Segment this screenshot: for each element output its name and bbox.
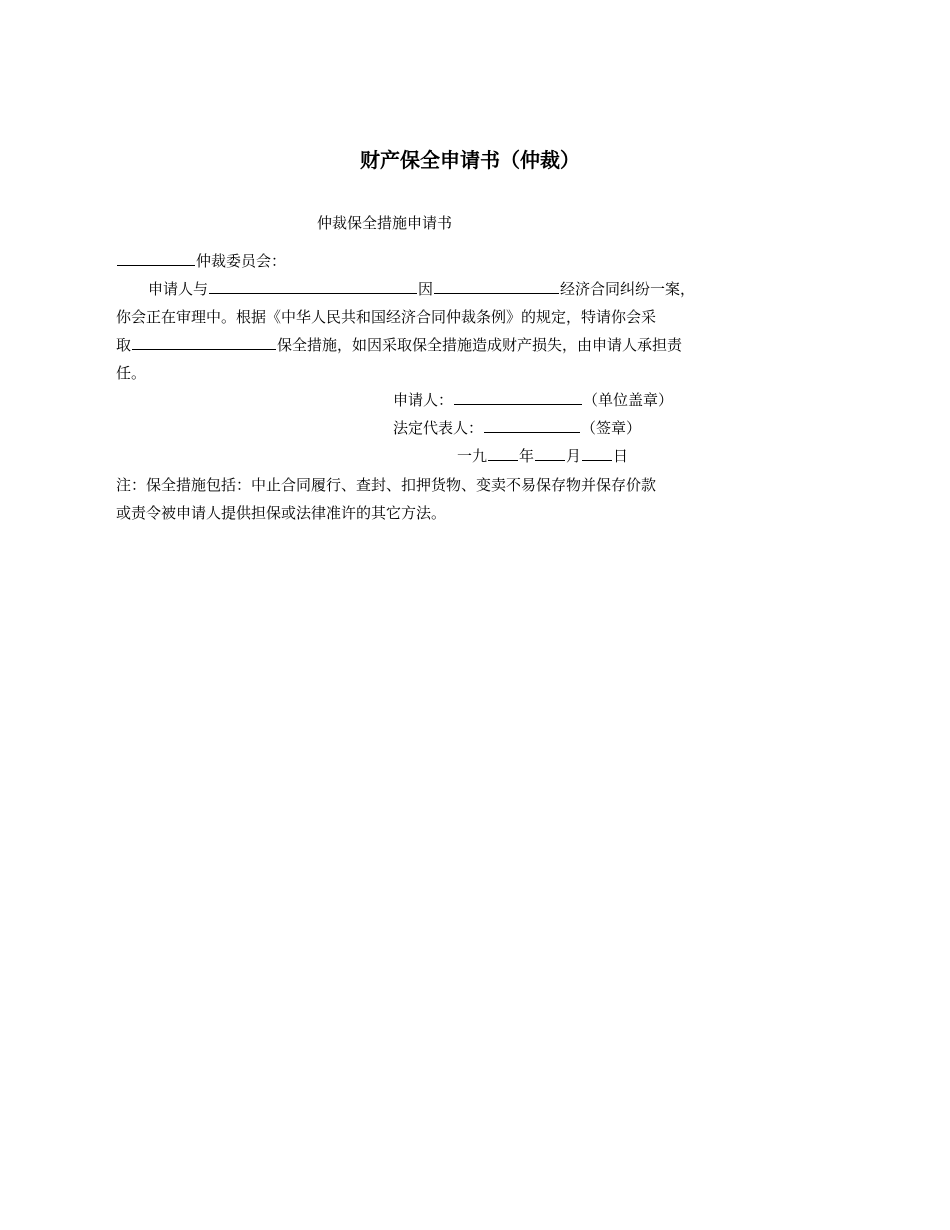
- note-line-1: 注：保全措施包括：中止合同履行、查封、扣押货物、变卖不易保存物并保存价款: [116, 476, 657, 494]
- year-label: 年: [519, 447, 535, 465]
- body-line-3-end: 保全措施，如因采取保全措施造成财产损失，由申请人承担责: [277, 336, 683, 354]
- body-line-1-cause: 因: [418, 280, 434, 298]
- body-line-2: 你会正在审理中。根据《中华人民共和国经济合同仲裁条例》的规定，特请你会采: [116, 308, 657, 326]
- document-subtitle: 仲裁保全措施申请书: [317, 214, 453, 232]
- day-blank: [582, 445, 612, 461]
- note-line-2: 或责令被申请人提供担保或法律准许的其它方法。: [116, 504, 447, 522]
- date-prefix: 一九: [457, 447, 488, 465]
- body-line-3-start: 取: [116, 336, 132, 354]
- addressee-suffix: 仲裁委员会：: [196, 252, 287, 270]
- body-line-1-end: 经济合同纠纷一案，: [560, 280, 696, 298]
- addressee-line: [116, 250, 286, 272]
- body-line-3: [116, 334, 682, 356]
- legal-rep-note: （签章）: [581, 419, 642, 437]
- respondent-blank: [209, 278, 417, 294]
- applicant-label: 申请人：: [393, 391, 454, 409]
- legal-rep-label: 法定代表人：: [393, 419, 484, 437]
- month-label: 月: [566, 447, 582, 465]
- month-blank: [535, 445, 565, 461]
- applicant-blank: [454, 389, 582, 405]
- body-line-1-start: 申请人与: [148, 280, 209, 298]
- committee-blank: [117, 250, 195, 266]
- document-title: 财产保全申请书（仲裁）: [360, 148, 580, 172]
- cause-blank: [434, 278, 559, 294]
- applicant-signature-line: [393, 389, 673, 411]
- body-line-1: [148, 278, 695, 300]
- body-line-4: 任。: [116, 364, 147, 382]
- legal-rep-signature-line: [393, 417, 641, 439]
- date-line: [457, 445, 628, 467]
- legal-rep-blank: [484, 417, 580, 433]
- year-blank: [488, 445, 518, 461]
- day-label: 日: [613, 447, 629, 465]
- measure-blank: [132, 334, 276, 350]
- applicant-note: （单位盖章）: [583, 391, 674, 409]
